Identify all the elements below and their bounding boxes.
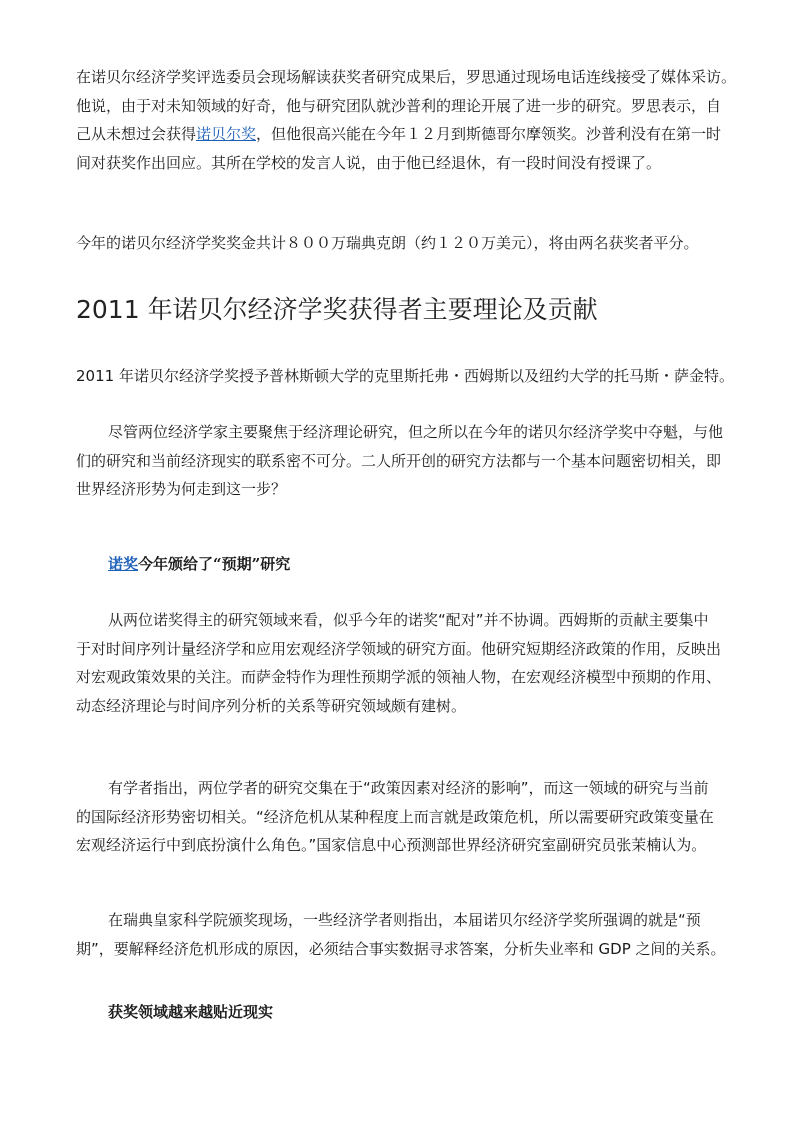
paragraph-interview xyxy=(76,63,776,177)
subheading-expectations xyxy=(76,552,794,576)
text-segment: ，但他很高兴能在今年１２月到斯德哥尔摩领奖。沙普利没有在第一时 xyxy=(256,125,722,143)
text-segment: 己从未想过会获得 xyxy=(76,125,197,143)
paragraph-research-focus xyxy=(76,418,776,504)
text-line: 宏观经济运行中到底扮演什么角色。”国家信息中心预测部世界经济研究室副研究员张茉楠认为。 xyxy=(76,836,707,854)
paragraph-research-fields xyxy=(76,606,776,720)
paragraph-laureates: 2011 年诺贝尔经济学奖授予普林斯顿大学的克里斯托弗・西姆斯以及纽约大学的托马斯・萨金特。 xyxy=(76,367,734,385)
paragraph-policy-factors xyxy=(76,774,776,860)
nobel-link[interactable]: 诺奖 xyxy=(108,555,139,573)
text-line: 对宏观政策效果的关注。而萨金特作为理性预期学派的领袖人物，在宏观经济模型中预期的作用、 xyxy=(76,668,722,686)
text-line: 间对获奖作出回应。其所在学校的发言人说，由于他已经退休，有一段时间没有授课了。 xyxy=(76,153,662,172)
text-line: 动态经济理论与时间序列分析的关系等研究领域颇有建树。 xyxy=(76,696,467,715)
text-line: 期”，要解释经济危机形成的原因，必须结合事实数据寻求答案，分析失业率和 GDP 之间的关系。 xyxy=(76,939,726,958)
text-line: 们的研究和当前经济现实的联系密不可分。二人所开创的研究方法都与一个基本问题密切相关，即 xyxy=(76,451,722,470)
text-line: 尽管两位经济学家主要聚焦于经济理论研究，但之所以在今年的诺贝尔经济学奖中夺魁，与他 xyxy=(108,423,724,441)
section-heading: 2011 年诺贝尔经济学奖获得者主要理论及贡献 xyxy=(76,295,598,324)
nobel-prize-link[interactable]: 诺贝尔奖 xyxy=(196,125,257,143)
text-line: 于对时间序列计量经济学和应用宏观经济学领域的研究方面。他研究短期经济政策的作用，反映出 xyxy=(76,639,722,658)
text-line: 从两位诺奖得主的研究领域来看，似乎今年的诺奖“配对”并不协调。西姆斯的贡献主要集中 xyxy=(108,611,709,629)
text-line xyxy=(76,120,776,149)
subheading-reality: 获奖领域越来越贴近现实 xyxy=(108,1003,274,1021)
text-line: 有学者指出，两位学者的研究交集在于“政策因素对经济的影响”，而这一领域的研究与当前 xyxy=(108,779,709,797)
text-line: 在诺贝尔经济学奖评选委员会现场解读获奖者研究成果后，罗思通过现场电话连线接受了媒体采访。 xyxy=(76,68,737,86)
text-line: 的国际经济形势密切相关。“经济危机从某种程度上而言就是政策危机，所以需要研究政策变量在 xyxy=(76,807,714,826)
subheading-text: 今年颁给了“预期”研究 xyxy=(138,555,291,573)
paragraph-prize-money: 今年的诺贝尔经济学奖奖金共计８００万瑞典克朗（约１２０万美元），将由两名获奖者平分。 xyxy=(76,234,699,252)
text-line: 他说，由于对未知领域的好奇，他与研究团队就沙普利的理论开展了进一步的研究。罗思表示，自 xyxy=(76,96,722,115)
paragraph-ceremony xyxy=(76,906,776,963)
text-line: 在瑞典皇家科学院颁奖现场，一些经济学者则指出，本届诺贝尔经济学奖所强调的就是“预 xyxy=(108,911,701,929)
text-line: 世界经济形势为何走到这一步？ xyxy=(76,480,287,498)
